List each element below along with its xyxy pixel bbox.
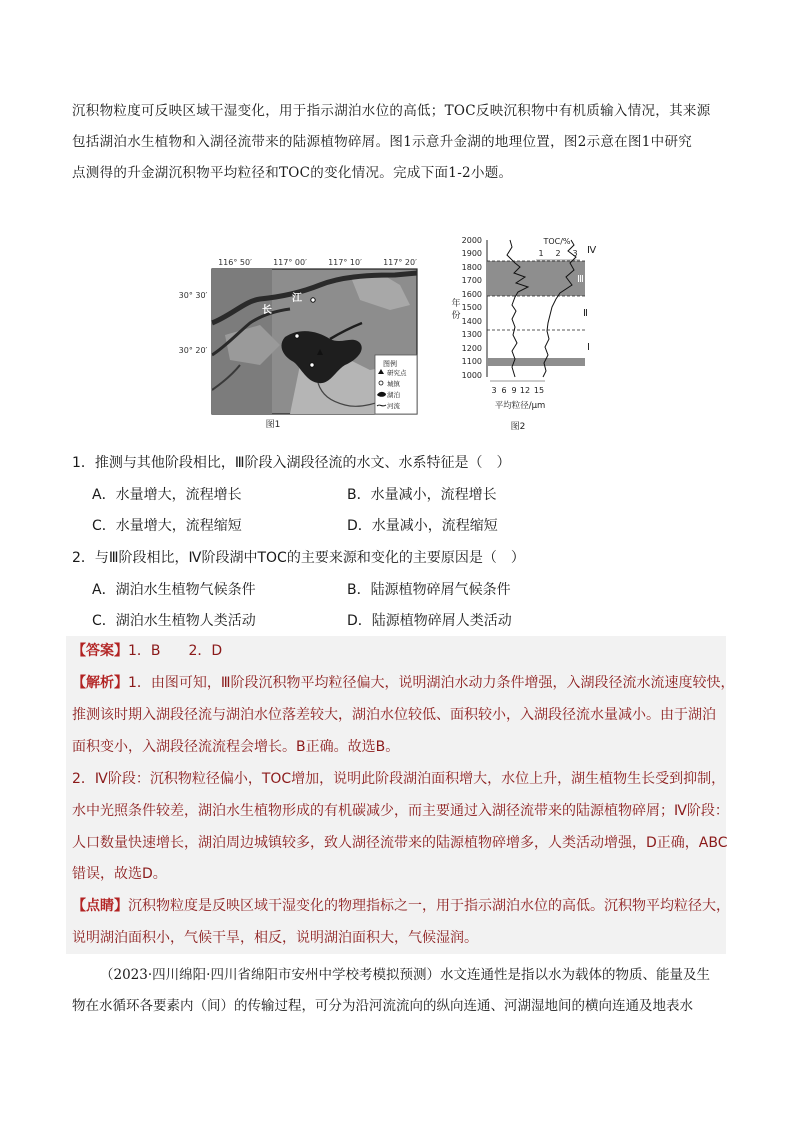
answer-text: 1．B 2．D xyxy=(128,643,223,659)
legend-item: 河流 xyxy=(387,402,400,410)
next-question-source xyxy=(72,960,722,1022)
year-tick: 1800 xyxy=(461,263,482,272)
year-tick: 1500 xyxy=(461,303,482,312)
question-1-option-b[interactable]: B．水量减小，流程增长 xyxy=(347,487,497,503)
answer-tag: 【答案】 xyxy=(72,643,128,659)
grain-tick: 12 xyxy=(519,386,531,395)
stage-band-iii xyxy=(487,261,585,296)
intro-paragraph xyxy=(72,96,722,189)
map-legend xyxy=(375,355,417,414)
grain-size-curve xyxy=(507,240,528,377)
year-tick: 1700 xyxy=(461,276,482,285)
figure-2-chart xyxy=(451,236,597,432)
comment-tag: 【点睛】 xyxy=(72,898,128,914)
legend-title: 图例 xyxy=(383,360,397,368)
question-2-option-d[interactable]: D．陆源植物碎屑人类活动 xyxy=(347,613,512,629)
toc-tick: 2 xyxy=(555,249,561,258)
lon-label: 117° 20′ xyxy=(383,258,417,267)
analysis-line: 推测该时期入湖段径流与湖泊水位落差较大，湖泊水位较低、面积较小，入湖段径流水量减小。由于湖泊 xyxy=(72,707,716,723)
y-axis-label: 年 xyxy=(451,299,461,309)
analysis-line: 人口数量快速增长，湖泊周边城镇较多，致人湖径流带来的陆源植物碎增多，人类活动增强，D正确，ABC xyxy=(72,835,728,851)
lat-label: 30° 30′ xyxy=(178,291,208,300)
source-line: 物在水循环各要素内（间）的传输过程，可分为沿河流流向的纵向连通、河湖湿地间的横向连通及地表水 xyxy=(72,998,693,1014)
intro-line: 包括湖泊水生植物和入湖径流带来的陆源植物碎屑。图1示意升金湖的地理位置，图2示意在图1中研究 xyxy=(72,134,693,150)
question-1-option-a[interactable]: A．水量增大，流程增长 xyxy=(92,487,242,503)
legend-item: 研究点 xyxy=(387,369,407,377)
analysis-line: 错误，故选D。 xyxy=(72,866,167,882)
lon-label: 117° 10′ xyxy=(328,258,362,267)
figure-2-caption: 图2 xyxy=(510,422,526,432)
lat-label: 30° 20′ xyxy=(178,346,208,355)
analysis-tag: 【解析】 xyxy=(72,675,128,691)
figure-1-caption: 图1 xyxy=(265,420,281,430)
toc-tick: 1 xyxy=(538,249,544,258)
grain-tick: 9 xyxy=(511,386,517,395)
stage-label: Ⅱ xyxy=(583,308,588,319)
question-2-option-b[interactable]: B．陆源植物碎屑气候条件 xyxy=(347,582,511,598)
comment-text: 沉积物粒度是反映区域干湿变化的物理指标之一，用于指示湖泊水位的高低。沉积物平均粒径大， xyxy=(128,898,730,914)
question-1-stem: 1．推测与其他阶段相比，Ⅲ阶段入湖段径流的水文、水系特征是（ ） xyxy=(72,455,511,471)
toc-axis-title: TOC/% xyxy=(543,237,571,246)
analysis-line: 2．Ⅳ阶段：沉积物粒径偏小，TOC增加，说明此阶段湖泊面积增大，水位上升，湖生植物生长受到抑制， xyxy=(72,771,726,787)
question-2-option-a[interactable]: A．湖泊水生植物气候条件 xyxy=(92,582,256,598)
toc-tick: 3 xyxy=(572,249,578,258)
stage-label: Ⅲ xyxy=(577,274,584,285)
grain-tick: 6 xyxy=(501,386,507,395)
grain-tick: 3 xyxy=(491,386,497,395)
year-tick: 1000 xyxy=(461,371,482,380)
figure-1-map xyxy=(179,258,417,430)
river-label: 江 xyxy=(292,293,302,304)
comment-line xyxy=(72,899,730,913)
river-label: 长 xyxy=(262,305,272,316)
year-ticks xyxy=(462,236,482,380)
analysis-line: 水中光照条件较差，湖泊水生植物形成的有机碳减少，而主要通过入湖径流带来的陆源植物碎屑；Ⅳ阶段： xyxy=(72,803,729,819)
question-1-option-d[interactable]: D．水量减小，流程缩短 xyxy=(347,518,498,534)
year-tick: 1400 xyxy=(461,317,482,326)
town-marker xyxy=(311,298,315,302)
lon-label: 116° 50′ xyxy=(218,258,252,267)
question-2-stem: 2．与Ⅲ阶段相比，Ⅳ阶段湖中TOC的主要来源和变化的主要原因是（ ） xyxy=(72,550,525,566)
analysis-line xyxy=(72,676,735,690)
answer-line xyxy=(72,644,222,658)
figures xyxy=(0,215,794,440)
intro-line: 沉积物粒度可反映区域干湿变化，用于指示湖泊水位的高低；TOC反映沉积物中有机质输入情况，其来源 xyxy=(72,103,711,119)
town-marker xyxy=(295,334,299,338)
x-axis-label: 平均粒径/μm xyxy=(494,401,546,411)
stage-band-i xyxy=(487,358,585,366)
year-tick: 1300 xyxy=(461,330,482,339)
year-tick: 1100 xyxy=(461,357,482,366)
town-icon xyxy=(379,381,383,385)
analysis-text: 1．由图可知，Ⅲ阶段沉积物平均粒径偏大，说明湖泊水动力条件增强，入湖段径流水流速度较快， xyxy=(128,675,735,691)
lon-label: 117° 00′ xyxy=(273,258,307,267)
comment-line: 说明湖泊面积小，气候干旱，相反，说明湖泊面积大，气候湿润。 xyxy=(72,930,478,946)
grain-tick: 15 xyxy=(533,386,545,395)
town-marker xyxy=(310,363,314,367)
intro-line: 点测得的升金湖沉积物平均粒径和TOC的变化情况。完成下面1-2小题。 xyxy=(72,165,513,181)
stage-label: Ⅳ xyxy=(587,245,597,256)
analysis-line: 面积变小，入湖段径流流程会增长。B正确。故选B。 xyxy=(72,739,400,755)
question-1-option-c[interactable]: C．水量增大，流程缩短 xyxy=(92,518,242,534)
year-tick: 1900 xyxy=(461,249,482,258)
stage-label: Ⅰ xyxy=(587,342,590,353)
source-line: （2023·四川绵阳·四川省绵阳市安州中学校考模拟预测）水文连通性是指以水为载体的物质、能量及生 xyxy=(100,967,710,983)
year-tick: 2000 xyxy=(461,236,482,245)
legend-item: 城镇 xyxy=(387,380,400,388)
y-axis-label: 份 xyxy=(451,311,461,321)
question-2-option-c[interactable]: C．湖泊水生植物人类活动 xyxy=(92,613,256,629)
legend-item: 湖泊 xyxy=(387,391,400,399)
year-tick: 1200 xyxy=(461,344,482,353)
year-tick: 1600 xyxy=(461,290,482,299)
toc-curve xyxy=(543,240,576,377)
